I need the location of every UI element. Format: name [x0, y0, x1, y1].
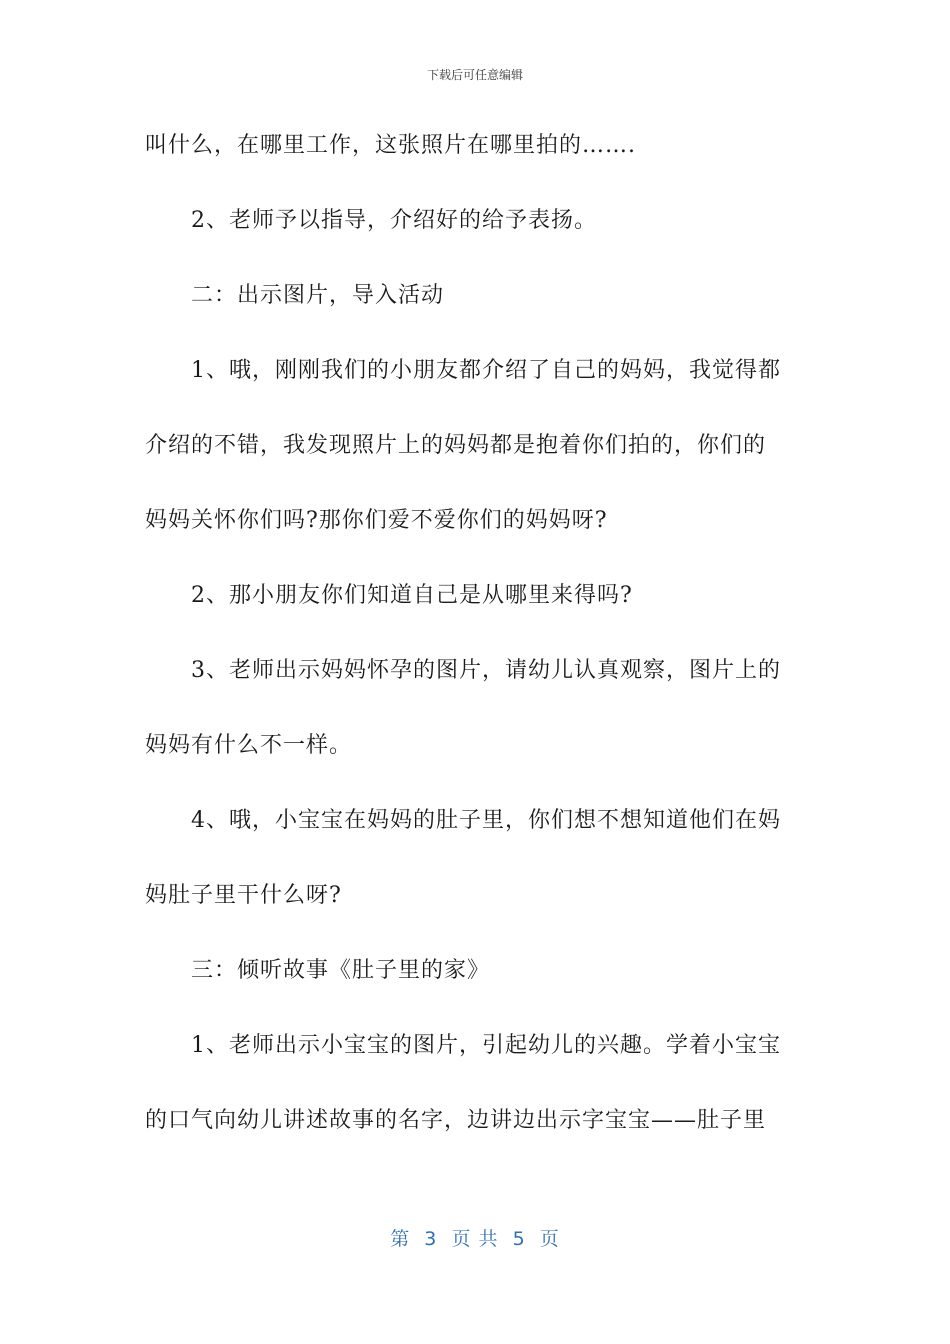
text-line: 妈妈关怀你们吗?那你们爱不爱你们的妈妈呀? [145, 508, 608, 533]
text-line: 3、老师出示妈妈怀孕的图片，请幼儿认真观察，图片上的 [191, 658, 781, 683]
text-line: 的口气向幼儿讲述故事的名字，边讲边出示字宝宝——肚子里 [145, 1108, 767, 1133]
section-heading: 三：倾听故事《肚子里的家》 [191, 958, 491, 983]
text-line: 4、哦，小宝宝在妈妈的肚子里，你们想不想知道他们在妈 [191, 808, 781, 833]
document-body [145, 126, 805, 1176]
page-header: 下载后可任意编辑 [426, 68, 523, 82]
section-heading: 二：出示图片，导入活动 [191, 283, 445, 308]
text-line: 2、那小朋友你们知道自己是从哪里来得吗? [191, 583, 633, 608]
text-line: 妈肚子里干什么呀? [145, 883, 342, 908]
text-line: 介绍的不错，我发现照片上的妈妈都是抱着你们拍的，你们的 [145, 433, 767, 458]
text-line: 1、哦，刚刚我们的小朋友都介绍了自己的妈妈，我觉得都 [191, 358, 781, 383]
text-line: 2、老师予以指导，介绍好的给予表扬。 [191, 208, 597, 233]
text-line: 妈妈有什么不一样。 [145, 733, 353, 758]
text-line: 1、老师出示小宝宝的图片，引起幼儿的兴趣。学着小宝宝 [191, 1033, 781, 1058]
page-number-footer: 第 3 页 共 5 页 [390, 1228, 560, 1250]
text-line: 叫什么，在哪里工作，这张照片在哪里拍的……. [145, 133, 636, 158]
